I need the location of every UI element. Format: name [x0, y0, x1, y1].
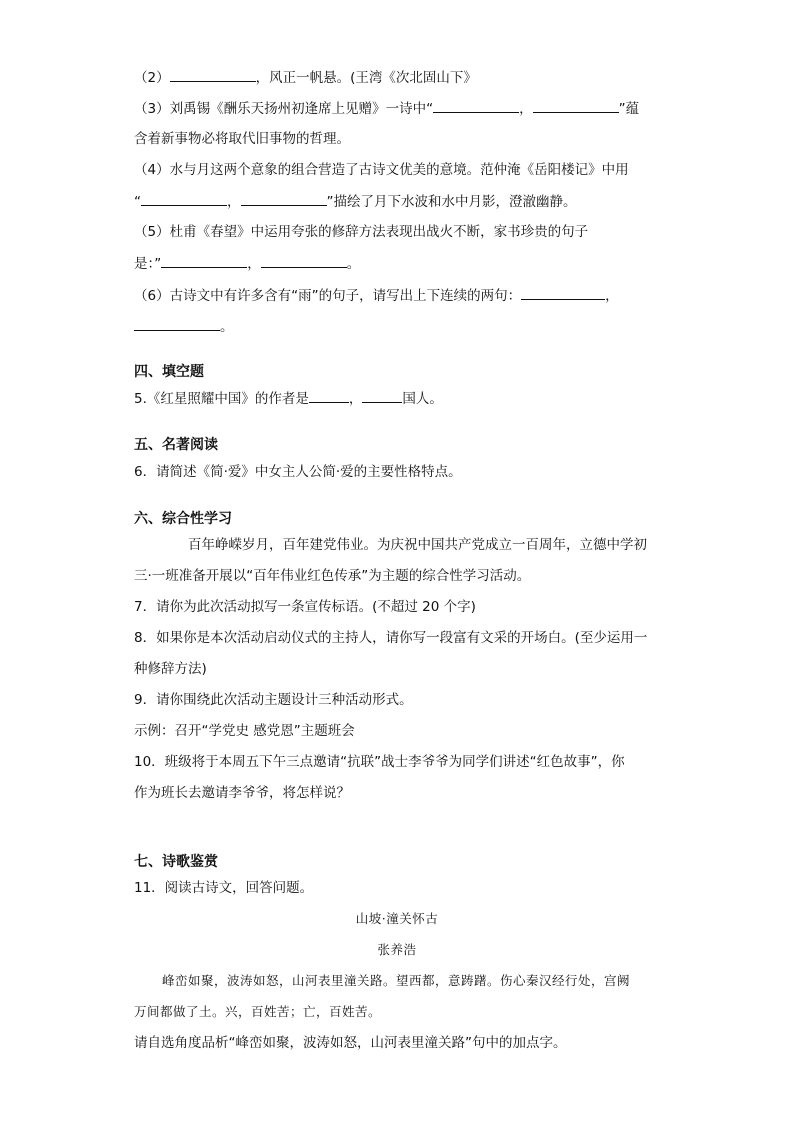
- comma: ，: [605, 288, 619, 304]
- s6-intro-line2: 三·一班准备开展以“百年伟业红色传承”为主题的综合性学习活动。: [134, 568, 531, 584]
- q11-question: 请自选角度品析“峰峦如聚，波涛如怒，山河表里潼关路”句中的加点字。: [134, 1035, 567, 1051]
- answer-blank[interactable]: [533, 99, 619, 113]
- q3-item-6-line1: [134, 286, 619, 305]
- item-text: 国人。: [402, 391, 443, 407]
- q3-item-5-line1: （5）杜甫《春望》中运用夸张的修辞方法表现出战火不断，家书珍贵的句子: [134, 224, 589, 240]
- answer-blank[interactable]: [261, 254, 347, 268]
- item-text: ，风正一帆悬。(王湾《次北固山下》: [255, 70, 477, 86]
- q3-item-6-line2: [134, 317, 234, 336]
- answer-blank[interactable]: [170, 68, 256, 82]
- comma: ，: [247, 256, 261, 272]
- item-text: 。: [346, 256, 361, 272]
- q6: 6．请简述《简·爱》中女主人公简·爱的主要性格特点。: [134, 464, 462, 480]
- q3-item-2: [134, 68, 477, 87]
- q5: [134, 389, 443, 408]
- q9: 9．请你围绕此次活动主题设计三种活动形式。: [134, 692, 413, 708]
- answer-blank[interactable]: [433, 99, 519, 113]
- answer-blank[interactable]: [241, 192, 327, 206]
- section-4-title: 四、填空题: [134, 364, 204, 380]
- item-text: （6）古诗文中有许多含有“雨”的句子，请写出上下连续的两句：: [134, 288, 522, 304]
- item-number: （2）: [134, 70, 170, 86]
- item-text: ”描绘了月下水波和水中月影，澄澈幽静。: [326, 194, 577, 210]
- poem-line2: 万间都做了土。兴，百姓苦；亡，百姓苦。: [134, 1004, 382, 1019]
- item-text: 5.《红星照耀中国》的作者是: [134, 391, 309, 407]
- answer-blank[interactable]: [362, 389, 402, 403]
- q3-item-3-line1: [134, 99, 639, 118]
- q9-example: 示例：召开“学党史 感党恩”主题班会: [134, 723, 355, 739]
- item-text: “: [134, 194, 141, 210]
- answer-blank[interactable]: [141, 192, 227, 206]
- q8-line2: 种修辞方法): [134, 661, 207, 677]
- comma: ，: [348, 391, 363, 407]
- comma: ，: [519, 101, 533, 117]
- q10-line2: 作为班长去邀请李爷爷，将怎样说？: [134, 785, 350, 801]
- poem-title: 山坡·潼关怀古: [355, 911, 439, 926]
- s6-intro-line1: 百年峥嵘岁月，百年建党伟业。为庆祝中国共产党成立一百周年，立德中学初: [188, 537, 647, 553]
- comma: ，: [227, 194, 241, 210]
- q10-line1: 10．班级将于本周五下午三点邀请“抗联”战士李爷爷为同学们讲述“红色故事”，你: [134, 754, 625, 770]
- period: 。: [220, 319, 234, 335]
- item-text: ”蕴: [618, 101, 640, 117]
- section-5-title: 五、名著阅读: [134, 437, 218, 453]
- q7: 7．请你为此次活动拟写一条宣传标语。(不超过 20 个字): [134, 599, 476, 615]
- answer-blank[interactable]: [309, 389, 349, 403]
- q8-line1: 8．如果你是本次活动启动仪式的主持人，请你写一段富有文采的开场白。(至少运用一: [134, 630, 648, 646]
- poem-line1: 峰峦如聚，波涛如怒，山河表里潼关路。望西都，意踌躇。伤心秦汉经行处，宫阙: [162, 973, 631, 988]
- answer-blank[interactable]: [161, 254, 247, 268]
- poem-author: 张养浩: [377, 942, 417, 957]
- q3-item-4-line1: （4）水与月这两个意象的组合营造了古诗文优美的意境。范仲淹《岳阳楼记》中用: [134, 162, 629, 178]
- q11: 11．阅读古诗文，回答问题。: [134, 880, 314, 896]
- item-text: 是：”: [134, 256, 162, 272]
- answer-blank[interactable]: [134, 317, 220, 331]
- q3-item-4-line2: [134, 192, 577, 211]
- item-text: （3）刘禹锡《酬乐天扬州初逢席上见赠》一诗中“: [134, 101, 434, 117]
- section-7-title: 七、诗歌鉴赏: [134, 854, 218, 870]
- section-6-title: 六、综合性学习: [134, 511, 232, 527]
- q3-item-3-line2: 含着新事物必将取代旧事物的哲理。: [134, 131, 350, 147]
- q3-item-5-line2: [134, 254, 360, 273]
- answer-blank[interactable]: [521, 286, 605, 300]
